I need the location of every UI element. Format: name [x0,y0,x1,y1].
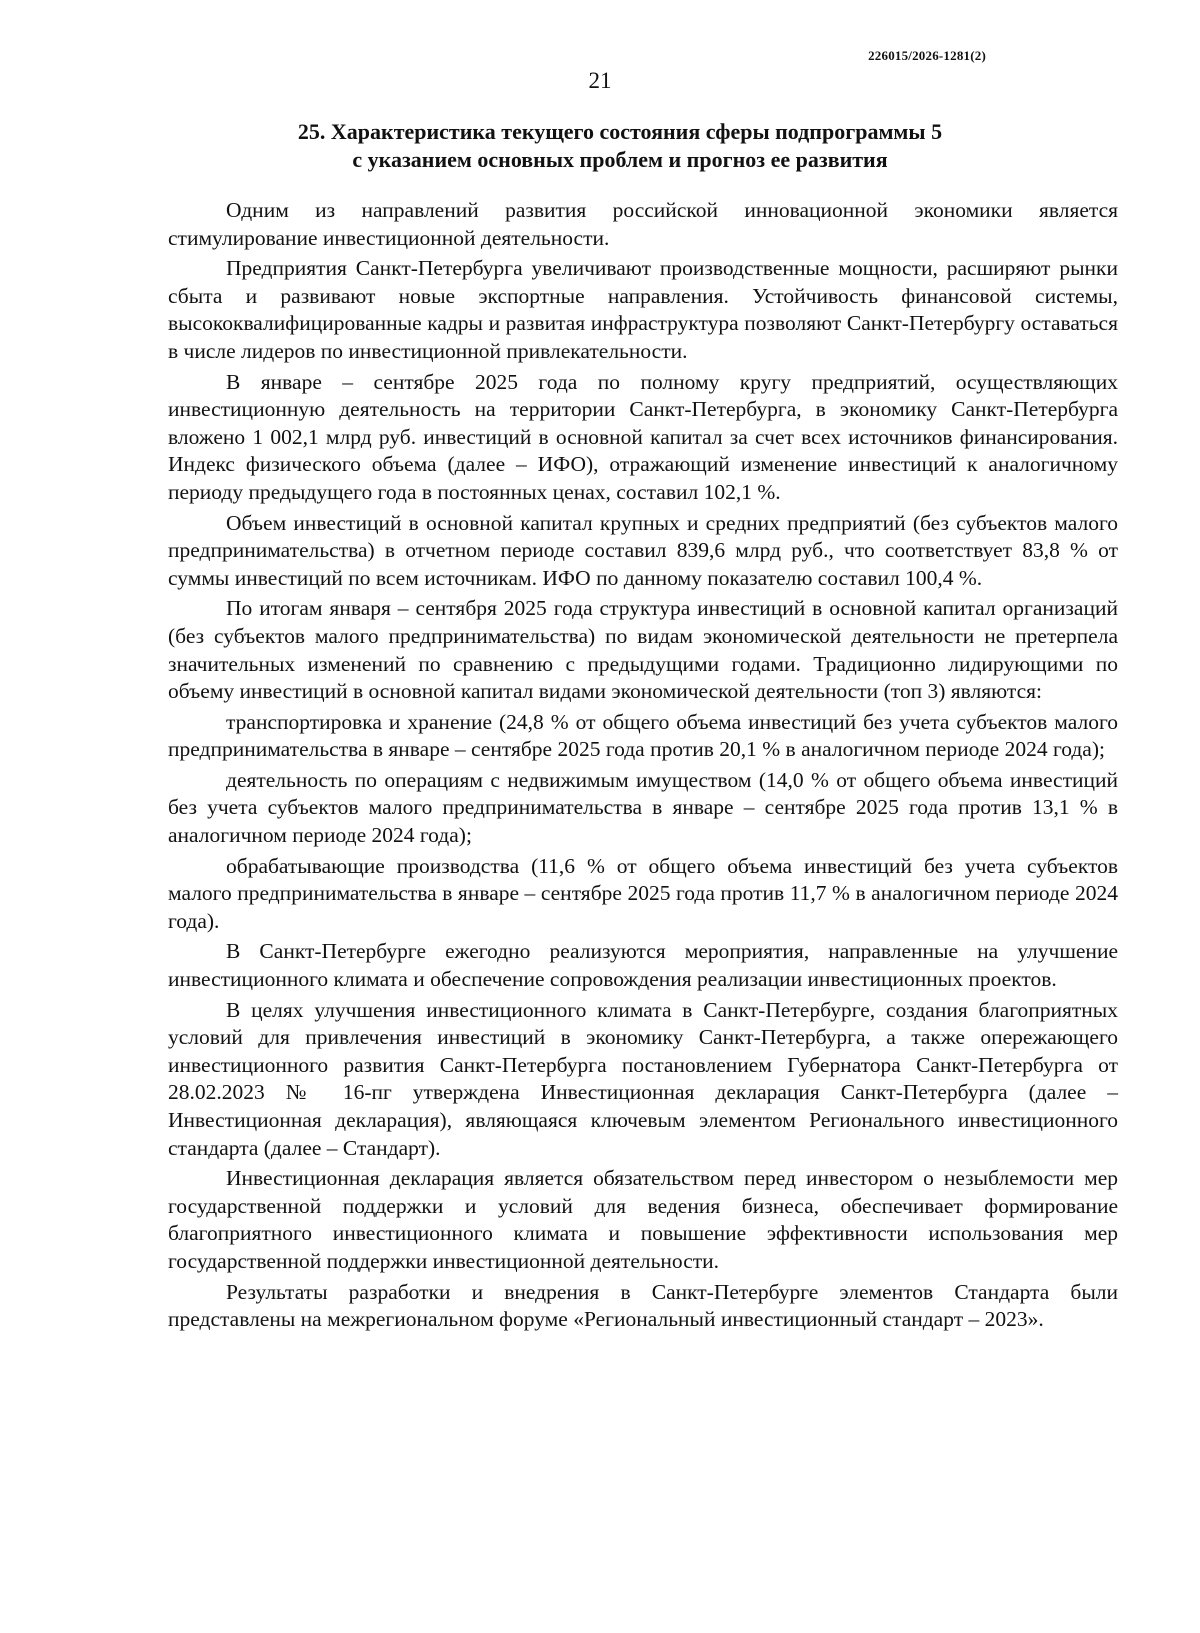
section-title [160,118,1080,174]
page-number: 21 [588,68,612,93]
body-text [168,197,1118,1334]
paragraph: Предприятия Санкт-Петербурга увеличивают производственные мощности, расширяют рынки сбыта и развивают новые экспортные направления. Устойчивость финансовой системы, высококвалифицированные кадры и развитая инфраструктура позволяют Санкт-Петербургу оставаться в числе лидеров по инвестиционной привлекательности. [168,256,1118,363]
paragraph: В январе – сентябре 2025 года по полному кругу предприятий, осуществляющих инвестиционную деятельность на территории Санкт-Петербурга, в экономику Санкт-Петербурга вложено 1 002,1 млрд руб. инвестиций в основной капитал за счет всех источников финансирования. Индекс физического объема (далее – ИФО), отражающий изменение инвестиций к аналогичному периоду предыдущего года в постоянных ценах, составил 102,1 %. [168,369,1118,504]
paragraph: По итогам января – сентября 2025 года структура инвестиций в основной капитал организаций (без субъектов малого предпринимательства) по видам экономической деятельности не претерпела значительных изменений по сравнению с предыдущими годами. Традиционно лидирующими по объему инвестиций в основной капитал видами экономической деятельности (топ 3) являются: [168,596,1118,704]
paragraph: В Санкт-Петербурге ежегодно реализуются мероприятия, направленные на улучшение инвестиционного климата и обеспечение сопровождения реализации инвестиционных проектов. [168,939,1118,992]
paragraph: Одним из направлений развития российской инновационной экономики является стимулирование инвестиционной деятельности. [168,198,1118,250]
paragraph: В целях улучшения инвестиционного климата в Санкт-Петербурге, создания благоприятных условий для привлечения инвестиций в экономику Санкт-Петербурга, а также опережающего инвестиционного развития Санкт-Петербурга постановлением Губернатора Санкт-Петербурга от 28.02.2023 № 16-пг утверждена Инвестиционная декларация Санкт-Петербурга (далее – Инвестиционная декларация), являющаяся ключевым элементом Регионального инвестиционного стандарта (далее – Стандарт). [168,997,1118,1160]
section-title-line-1: 25. Характеристика текущего состояния сферы подпрограммы 5 [297,119,943,144]
list-item: обрабатывающие производства (11,6 % от общего объема инвестиций без учета субъектов малого предпринимательства в январе – сентябре 2025 года против 11,7 % в аналогичном периоде 2024 года). [168,853,1118,933]
list-item: деятельность по операциям с недвижимым имуществом (14,0 % от общего объема инвестиций без учета субъектов малого предпринимательства в январе – сентябре 2025 года против 13,1 % в аналогичном периоде 2024 года); [168,767,1118,848]
list-item: транспортировка и хранение (24,8 % от общего объема инвестиций без учета субъектов малого предпринимательства в январе – сентябре 2025 года против 20,1 % в аналогичном периоде 2024 года); [168,709,1118,762]
paragraph: Инвестиционная декларация является обязательством перед инвестором о незыблемости мер государственной поддержки и условий для ведения бизнеса, обеспечивает формирование благоприятного инвестиционного климата и повышение эффективности использования мер государственной поддержки инвестиционной деятельности. [168,1166,1118,1273]
paragraph: Объем инвестиций в основной капитал крупных и средних предприятий (без субъектов малого предпринимательства) в отчетном периоде составил 839,6 млрд руб., что соответствует 83,8 % от суммы инвестиций по всем источникам. ИФО по данному показателю составил 100,4 %. [168,510,1118,590]
section-title-line-2: с указанием основных проблем и прогноз ее развития [352,147,888,172]
paragraph: Результаты разработки и внедрения в Санкт-Петербурге элементов Стандарта были представлены на межрегиональном форуме «Региональный инвестиционный стандарт – 2023». [168,1279,1118,1332]
document-code: 226015/2026-1281(2) [868,48,986,63]
